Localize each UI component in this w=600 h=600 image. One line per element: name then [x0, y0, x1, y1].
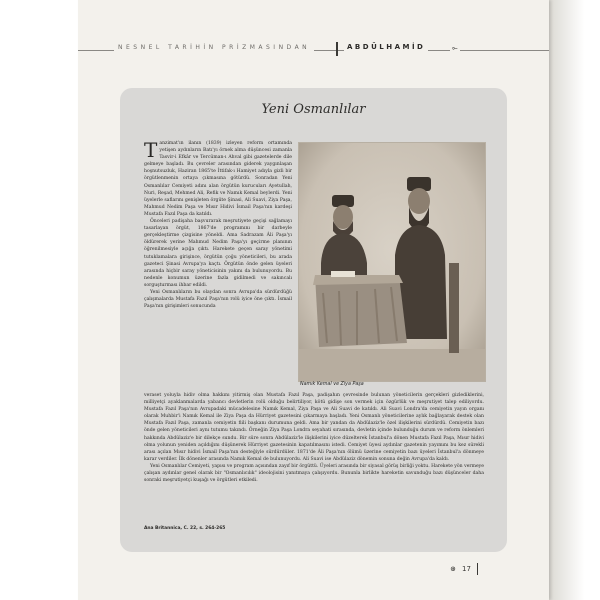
- page-number-ornament-icon: ⊛: [450, 565, 456, 573]
- source-citation: Ana Britannica, C. 22, s. 264-265: [144, 526, 226, 531]
- column-paragraph: Yeni Osmanlıların bu olaydan sonra Avrupa'da sürdürdüğü çalışmalarda Mustafa Fazıl Paşa'nın rolü iyice öne çıktı. İsmail Paşa'nın girişimleri sonucunda: [144, 289, 292, 310]
- header-ornament-icon: ⟜: [452, 44, 458, 52]
- book-page: [78, 0, 549, 600]
- header-divider: [336, 42, 338, 56]
- running-header-series: NESNEL TARİHİN PRİZMASINDAN: [114, 44, 314, 51]
- page-edge-shadow: [549, 0, 600, 600]
- body-text: [144, 392, 484, 484]
- column-paragraph: anzimat'ın ilanın (1839) izleyen reform ortamında yetişen aydınların Batı'yı örnek alma düşüncesi zamanla Tasvir-i Efkâr ve Tercüman-ı Ahval gibi gazetelerde dile gelmeye başladı. Bu çevreler arasından giderek yaygınlaşan hoşnutsuzluk, Haziran 1865'te İttifak-ı Hamiyet adıyla gizli bir örgütlenmenin ortaya çıkmasına götürdü. Sonradan Yeni Osmanlılar Cemiyeti adını alan örgütün kurucuları Ayetullah, Nuri, Reşad, Mehmed Ali, Refik ve Namık Kemal beylerdi. Yeni üyelerle saflarını genişleten örgüte Şinasi, Ali Suavi, Ziya Paşa, Mahmud Nedim Paşa ve Mısır Hidivi İsmail Paşa'nın kardeşi Mustafa Fazıl Paşa da katıldı.: [144, 141, 292, 217]
- drop-cap: T: [144, 138, 158, 162]
- column-text: [144, 140, 292, 310]
- page-number: 17: [462, 565, 471, 573]
- column-paragraph: Önceleri padişaha başvurarak meşrutiyete geçişi sağlamayı tasarlayan örgüt, 1867'de programını bir darbeyle gerçekleştirme çizgisine yöneldi. Ama Sadrazam Âli Paşa'yı öldürerek yerine Mahmud Nedim Paşa'yı geçirme planının öğrenilmesiyle açığa çıktı. Harekete geçen saray yönetimi tutuklamalara girişince, örgütün çoğu yöneticileri, bu arada gazeteci Şinasi Avrupa'ya kaçtı. Örgütün önde gelen üyeleri arasında hiçbir saray yöneticisinin yakını da bulunuyordu. Bu nedenle konumun üzerine fazla gidilmedi ve sakıncalı sorguşturması ihbar edildi.: [144, 219, 292, 288]
- running-header-title: ABDÜLHAMİD: [344, 43, 428, 51]
- photo-caption: Namık Kemal ve Ziya Paşa: [300, 382, 364, 387]
- box-title: Yeni Osmanlılar: [261, 102, 366, 117]
- sidebar-box: [120, 88, 507, 552]
- historical-photo: [298, 142, 486, 382]
- photo-illustration: [299, 143, 485, 381]
- page-number-divider: [477, 563, 478, 575]
- body-paragraph: veraset yoluyla hidiv olma hakkını yitirmiş olan Mustafa Fazıl Paşa, padişahın çevresinde bulunan yöneticilerin gerçekleri gizlediklerini, milliyetçi ayaklanmalarda yabancı devletlerin rolü olduğu belirtiliyor, kötü gidişe son vermek için özgürlük ve meşrutiyet talep ediliyordu. Mustafa Fazıl Paşa'nın Avrupadaki mücadelesine Namık Kemal, Ziya Paşa ve Ali Suavi de katıldı. Ali Suavi Londra'da cemiyetin yayın organı olarak Muhbir'i Namık Kemal ile Ziya Paşa da Hürriyet gazetesini çıkarmaya başladı. Yeni Osmanlı yöneticilerine aylık bağlayarak destek olan Mustafa Fazıl Paşa, zamanla cemiyetin fiili başkanı durumuna geldi. Ama bir yandan da Abdülaziz'le özel ilişkilerini sürdürdü. Cemiyetin bazı önde gelen yöneticileri aynı tutumu takındı. Örneğin Ziya Paşa Londra seyahati sırasında, devletin içinde bulunduğu durum ve reform önlemleri hakkında Abdülaziz'e bir dilekçe sundu. Bir süre sonra Abdülaziz'le ilişkilerini iyice düzelterek İstanbul'a dönen Mustafa Fazıl Paşa, Mısır hidivi olma yolunun yeniden açıldığını düşünerek Hürriyet gazetesinin kapatılmasını istedi. Cemiyet üyesi aydınlar gazetenin yayımını bu kez sürekli arası açılan Mısır hidivi İsmail Paşa'nın desteğiyle sürdürdüler. 1871'de Âli Paşa'nın ölümü üzerine cemiyetin bazı üyeleri İstanbul'a dönmeye karar verdiler. İlk dönenler arasında Namık Kemal de bulunuyordu. Ali Suavi ise Abdülaziz dönemin sonuna değin Avrupa'da kaldı.: [144, 393, 484, 462]
- body-paragraph: Yeni Osmanlılar Cemiyeti, yapısı ve program açısından zayıf bir örgüttü. Üyeleri arasında bir siyasal görüş birliği yoktu. Harekete yön vermeye çalışan aydınlar genel olarak bir "Osmanlıcılık" ideolojisini yanıtmaya çalışıyordu. Bununla birlikte hareketin savunduğu bazı düşünceler daha sonraki meşrutiyetçi kuşağı ve örgütleri etkiledi.: [144, 463, 484, 484]
